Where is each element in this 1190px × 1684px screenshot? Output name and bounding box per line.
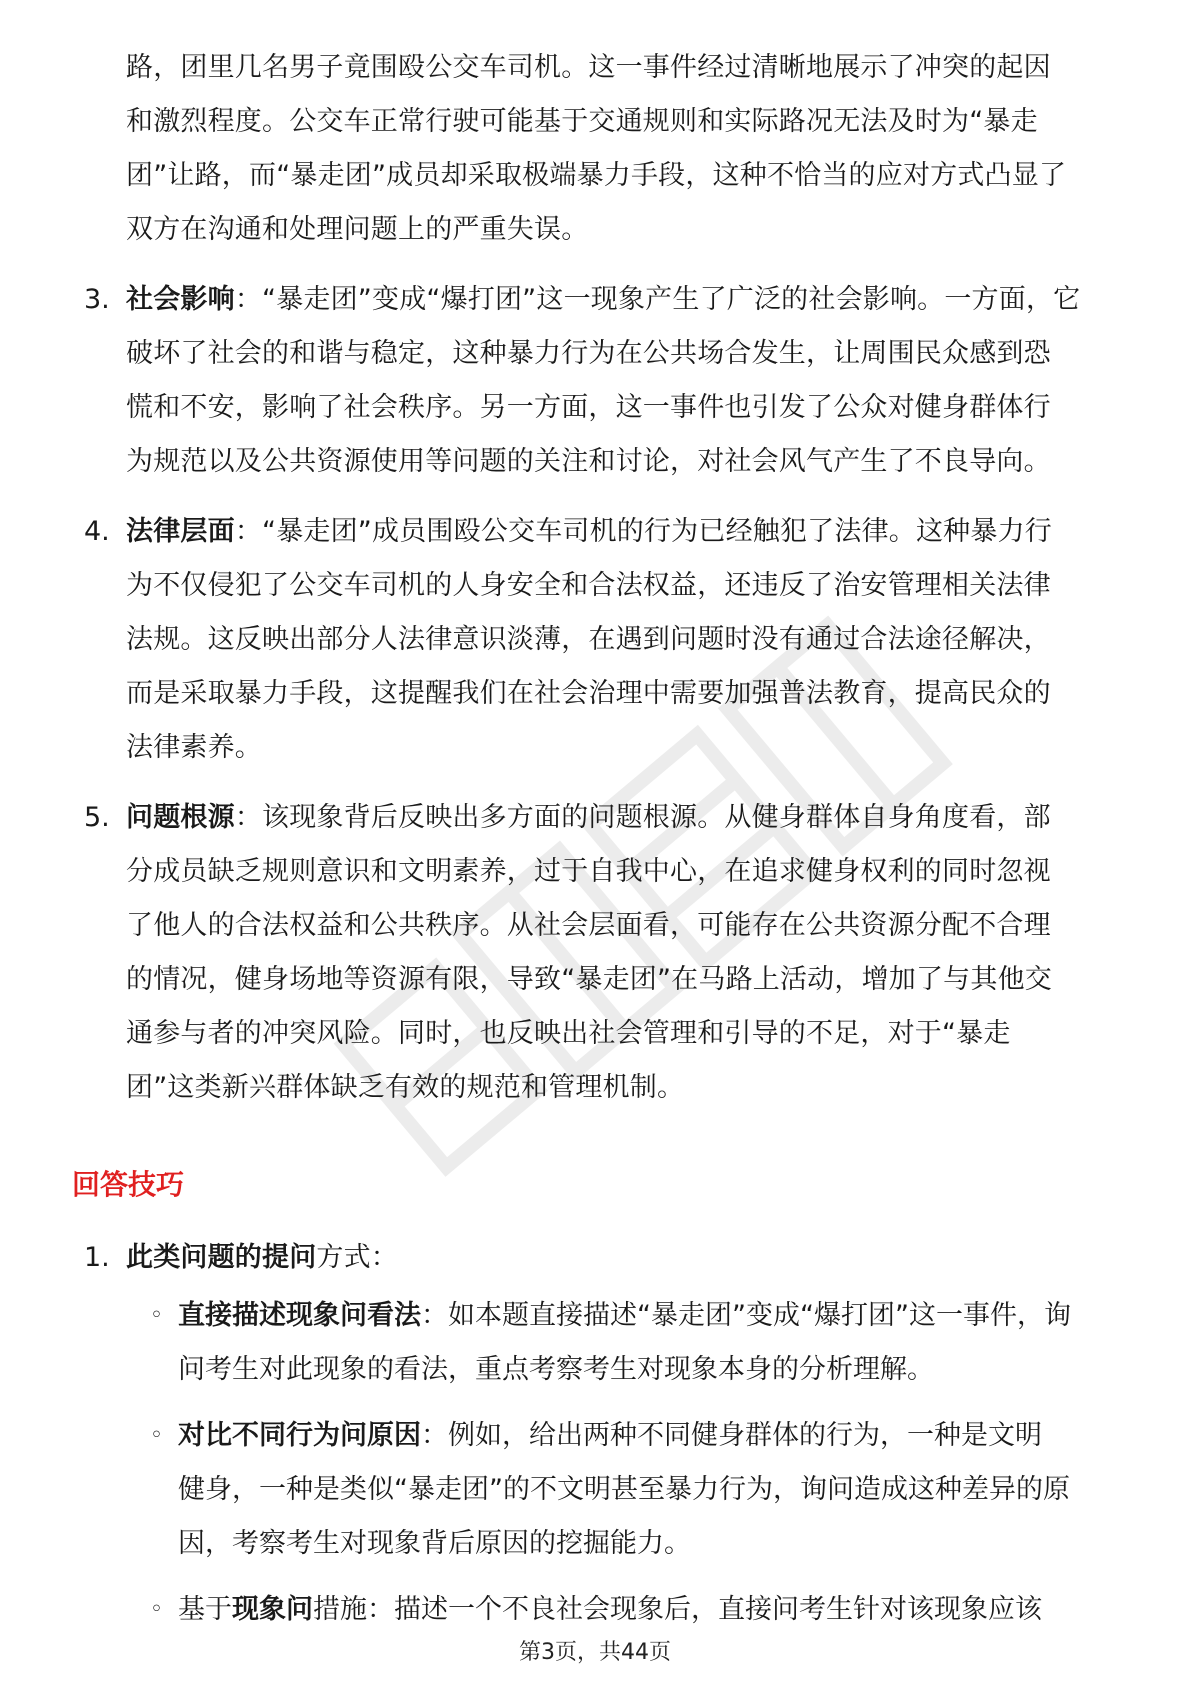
item-title: 社会影响 xyxy=(126,284,235,315)
intro-line: 路，团里几名男子竟围殴公交车司机。这一事件经过清晰地展示了冲突的起因 xyxy=(126,52,1051,83)
item-first-line xyxy=(126,798,1051,838)
bullet-text: ：如本题直接描述“暴走团”变成“爆打团”这一事件，询 xyxy=(421,1300,1071,1331)
bullet-line: 问考生对此现象的看法，重点考察考生对现象本身的分析理解。 xyxy=(178,1354,934,1385)
bullet-icon: ◦ xyxy=(150,1303,163,1328)
item-line: 的情况，健身场地等资源有限，导致“暴走团”在马路上活动，增加了与其他交 xyxy=(126,964,1052,995)
intro-line: 和激烈程度。公交车正常行驶可能基于交通规则和实际路况无法及时为“暴走 xyxy=(126,106,1038,137)
item-number: 5. xyxy=(84,802,110,833)
item-first-line xyxy=(126,280,1080,320)
item-line: 为规范以及公共资源使用等问题的关注和讨论，对社会风气产生了不良导向。 xyxy=(126,446,1051,477)
bullet-text: ：例如，给出两种不同健身群体的行为，一种是文明 xyxy=(421,1420,1042,1451)
intro-line: 双方在沟通和处理问题上的严重失误。 xyxy=(126,214,589,245)
bullet-line: 因，考察考生对现象背后原因的挖掘能力。 xyxy=(178,1528,691,1559)
intro-line: 团”让路，而“暴走团”成员却采取极端暴力手段，这种不恰当的应对方式凸显了 xyxy=(126,160,1067,191)
tips-number: 1. xyxy=(84,1242,110,1273)
item-line: 团”这类新兴群体缺乏有效的规范和管理机制。 xyxy=(126,1072,685,1103)
item-line: 通参与者的冲突风险。同时，也反映出社会管理和引导的不足，对于“暴走 xyxy=(126,1018,1011,1049)
item-number: 3. xyxy=(84,284,110,315)
bullet-icon: ◦ xyxy=(150,1423,163,1448)
bullet-icon: ◦ xyxy=(150,1597,163,1622)
bullet-first-line xyxy=(178,1416,1042,1456)
item-line: 破坏了社会的和谐与稳定，这种暴力行为在公共场合发生，让周围民众感到恐 xyxy=(126,338,1051,369)
item-line: 慌和不安，影响了社会秩序。另一方面，这一事件也引发了公众对健身群体行 xyxy=(126,392,1051,423)
tips-title xyxy=(126,1238,398,1278)
tips-title-bold: 此类问题的提问 xyxy=(126,1242,317,1273)
bullet-text: 措施：描述一个不良社会现象后，直接问考生针对该现象应该 xyxy=(313,1594,1042,1625)
item-line: 为不仅侵犯了公交车司机的人身安全和合法权益，还违反了治安管理相关法律 xyxy=(126,570,1051,601)
bullet-title: 直接描述现象问看法 xyxy=(178,1300,421,1331)
item-text: ：“暴走团”变成“爆打团”这一现象产生了广泛的社会影响。一方面，它 xyxy=(234,284,1081,315)
item-text: ：“暴走团”成员围殴公交车司机的行为已经触犯了法律。这种暴力行 xyxy=(234,516,1052,547)
item-line: 法规。这反映出部分人法律意识淡薄，在遇到问题时没有通过合法途径解决， xyxy=(126,624,1051,655)
bullet-title: 对比不同行为问原因 xyxy=(178,1420,421,1451)
item-first-line xyxy=(126,512,1052,552)
section-heading: 回答技巧 xyxy=(72,1168,185,1201)
bullet-first-line xyxy=(178,1296,1071,1336)
item-line: 而是采取暴力手段，这提醒我们在社会治理中需要加强普法教育，提高民众的 xyxy=(126,678,1051,709)
bullet-title: 现象问 xyxy=(232,1594,313,1625)
item-title: 法律层面 xyxy=(126,516,235,547)
bullet-first-line xyxy=(178,1590,1042,1630)
tips-title-rest: 方式： xyxy=(316,1242,399,1273)
item-text: ：该现象背后反映出多方面的问题根源。从健身群体自身角度看，部 xyxy=(234,802,1051,833)
item-number: 4. xyxy=(84,516,110,547)
bullet-prefix: 基于 xyxy=(178,1594,232,1625)
item-line: 法律素养。 xyxy=(126,732,262,763)
page-number: 第3页，共44页 xyxy=(519,1640,671,1665)
item-line: 了他人的合法权益和公共秩序。从社会层面看，可能存在公共资源分配不合理 xyxy=(126,910,1051,941)
bullet-line: 健身，一种是类似“暴走团”的不文明甚至暴力行为，询问造成这种差异的原 xyxy=(178,1474,1070,1505)
item-title: 问题根源 xyxy=(126,802,235,833)
item-line: 分成员缺乏规则意识和文明素养，过于自我中心，在追求健身权利的同时忽视 xyxy=(126,856,1051,887)
